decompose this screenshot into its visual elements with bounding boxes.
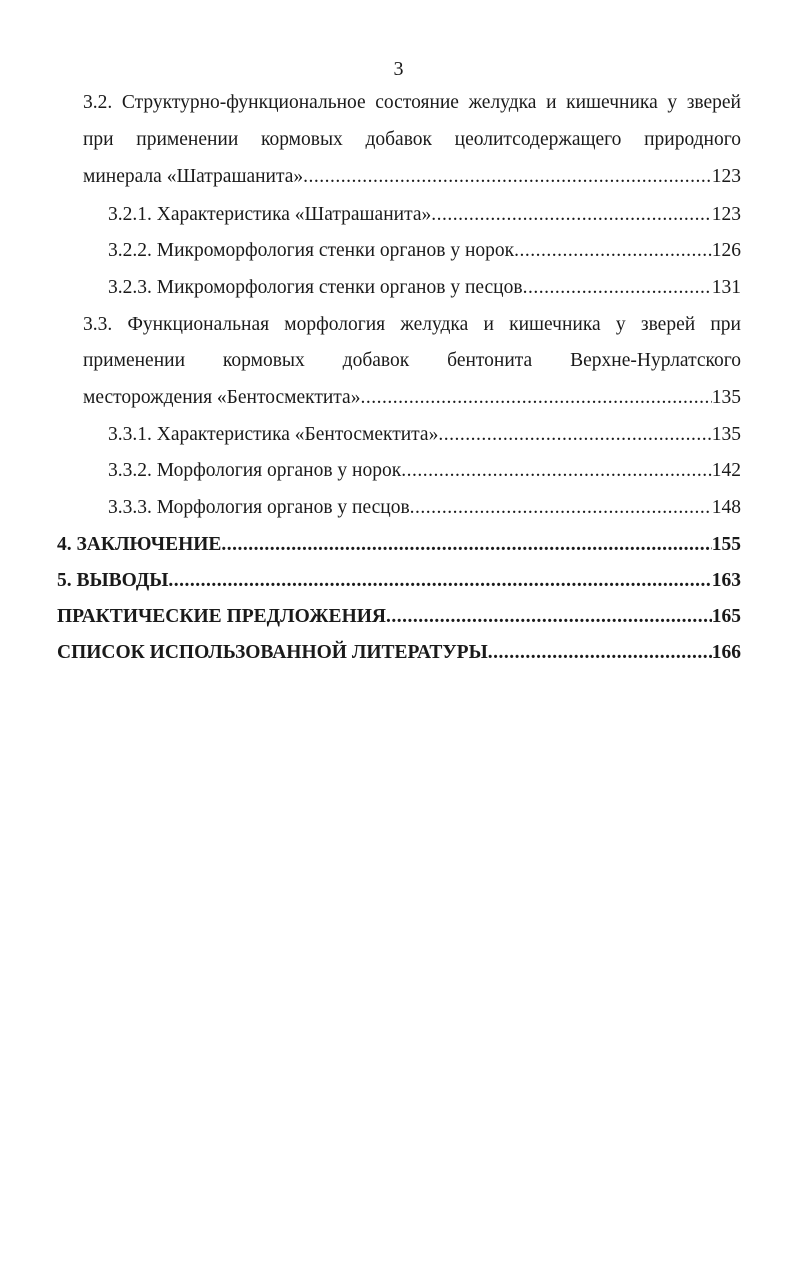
toc-entry-3-2-1-line [108, 202, 741, 228]
toc-entry-4-line [57, 532, 741, 558]
toc-entry-5-title: 5. ВЫВОДЫ [57, 570, 169, 591]
toc-entry-3-2-page: 123 [711, 166, 741, 187]
dot-leader [168, 568, 711, 594]
toc-entry-5-line [57, 568, 741, 594]
toc-entry-3-3-page: 135 [711, 387, 741, 408]
toc-entry-3-2-1-title: 3.2.1. Характеристика «Шатрашанита» [108, 204, 432, 225]
dot-leader [221, 532, 711, 558]
toc-entry-3-3-line-2: применении кормовых добавок бентонита Верхне-Нурлатского [83, 350, 741, 371]
page-number: 3 [393, 58, 404, 80]
dot-leader [386, 604, 712, 630]
toc-entry-3-2-line-3 [83, 164, 741, 190]
toc-entry-references-line [57, 640, 741, 666]
toc-entry-3-2-2-page: 126 [711, 240, 741, 261]
toc-entry-3-2-3-page: 131 [711, 277, 741, 298]
toc-entry-3-2-line-2: при применении кормовых добавок цеолитсодержащего природного [83, 129, 741, 150]
toc-entry-3-3-line-1: 3.3. Функциональная морфология желудка и кишечника у зверей при [83, 314, 741, 335]
toc-entry-3-3-title-end: месторождения «Бентосмектита» [83, 387, 361, 408]
dot-leader [360, 385, 711, 411]
dot-leader [488, 640, 712, 666]
toc-entry-3-3-3-title: 3.3.3. Морфология органов у песцов [108, 497, 410, 518]
toc-entry-3-3-2-line [108, 458, 741, 484]
toc-entry-3-3-3-page: 148 [711, 497, 741, 518]
toc-entry-3-2-2-title: 3.2.2. Микроморфология стенки органов у норок [108, 240, 515, 261]
toc-entry-3-2-title-end: минерала «Шатрашанита» [83, 166, 304, 187]
toc-entry-references-page: 166 [711, 642, 741, 663]
toc-entry-4-page: 155 [711, 534, 741, 555]
toc-entry-references-title: СПИСОК ИСПОЛЬЗОВАННОЙ ЛИТЕРАТУРЫ [57, 642, 488, 663]
toc-entry-3-3-2-page: 142 [711, 460, 741, 481]
toc-entry-3-2-3-title: 3.2.3. Микроморфология стенки органов у песцов [108, 277, 523, 298]
dot-leader [514, 238, 712, 264]
toc-entry-5-page: 163 [711, 570, 741, 591]
dot-leader [303, 164, 712, 190]
toc-entry-3-3-1-line [108, 422, 741, 448]
toc-entry-3-2-2-line [108, 238, 741, 264]
dot-leader [438, 422, 711, 448]
dot-leader [401, 458, 712, 484]
toc-entry-practical-title: ПРАКТИЧЕСКИЕ ПРЕДЛОЖЕНИЯ [57, 606, 386, 627]
toc-entry-4-title: 4. ЗАКЛЮЧЕНИЕ [57, 534, 222, 555]
toc-entry-practical-line [57, 604, 741, 630]
dot-leader [410, 495, 712, 521]
toc-entry-3-2-3-line [108, 275, 741, 301]
dot-leader [431, 202, 712, 228]
toc-entry-3-2-line-1: 3.2. Структурно-функциональное состояние желудка и кишечника у зверей [83, 92, 741, 113]
toc-entry-3-3-2-title: 3.3.2. Морфология органов у норок [108, 460, 402, 481]
toc-entry-practical-page: 165 [711, 606, 741, 627]
toc-entry-3-3-1-page: 135 [711, 424, 741, 445]
toc-entry-3-3-line-3 [83, 385, 741, 411]
toc-entry-3-2-1-page: 123 [711, 204, 741, 225]
dot-leader [523, 275, 712, 301]
toc-entry-3-3-3-line [108, 495, 741, 521]
toc-entry-3-3-1-title: 3.3.1. Характеристика «Бентосмектита» [108, 424, 439, 445]
